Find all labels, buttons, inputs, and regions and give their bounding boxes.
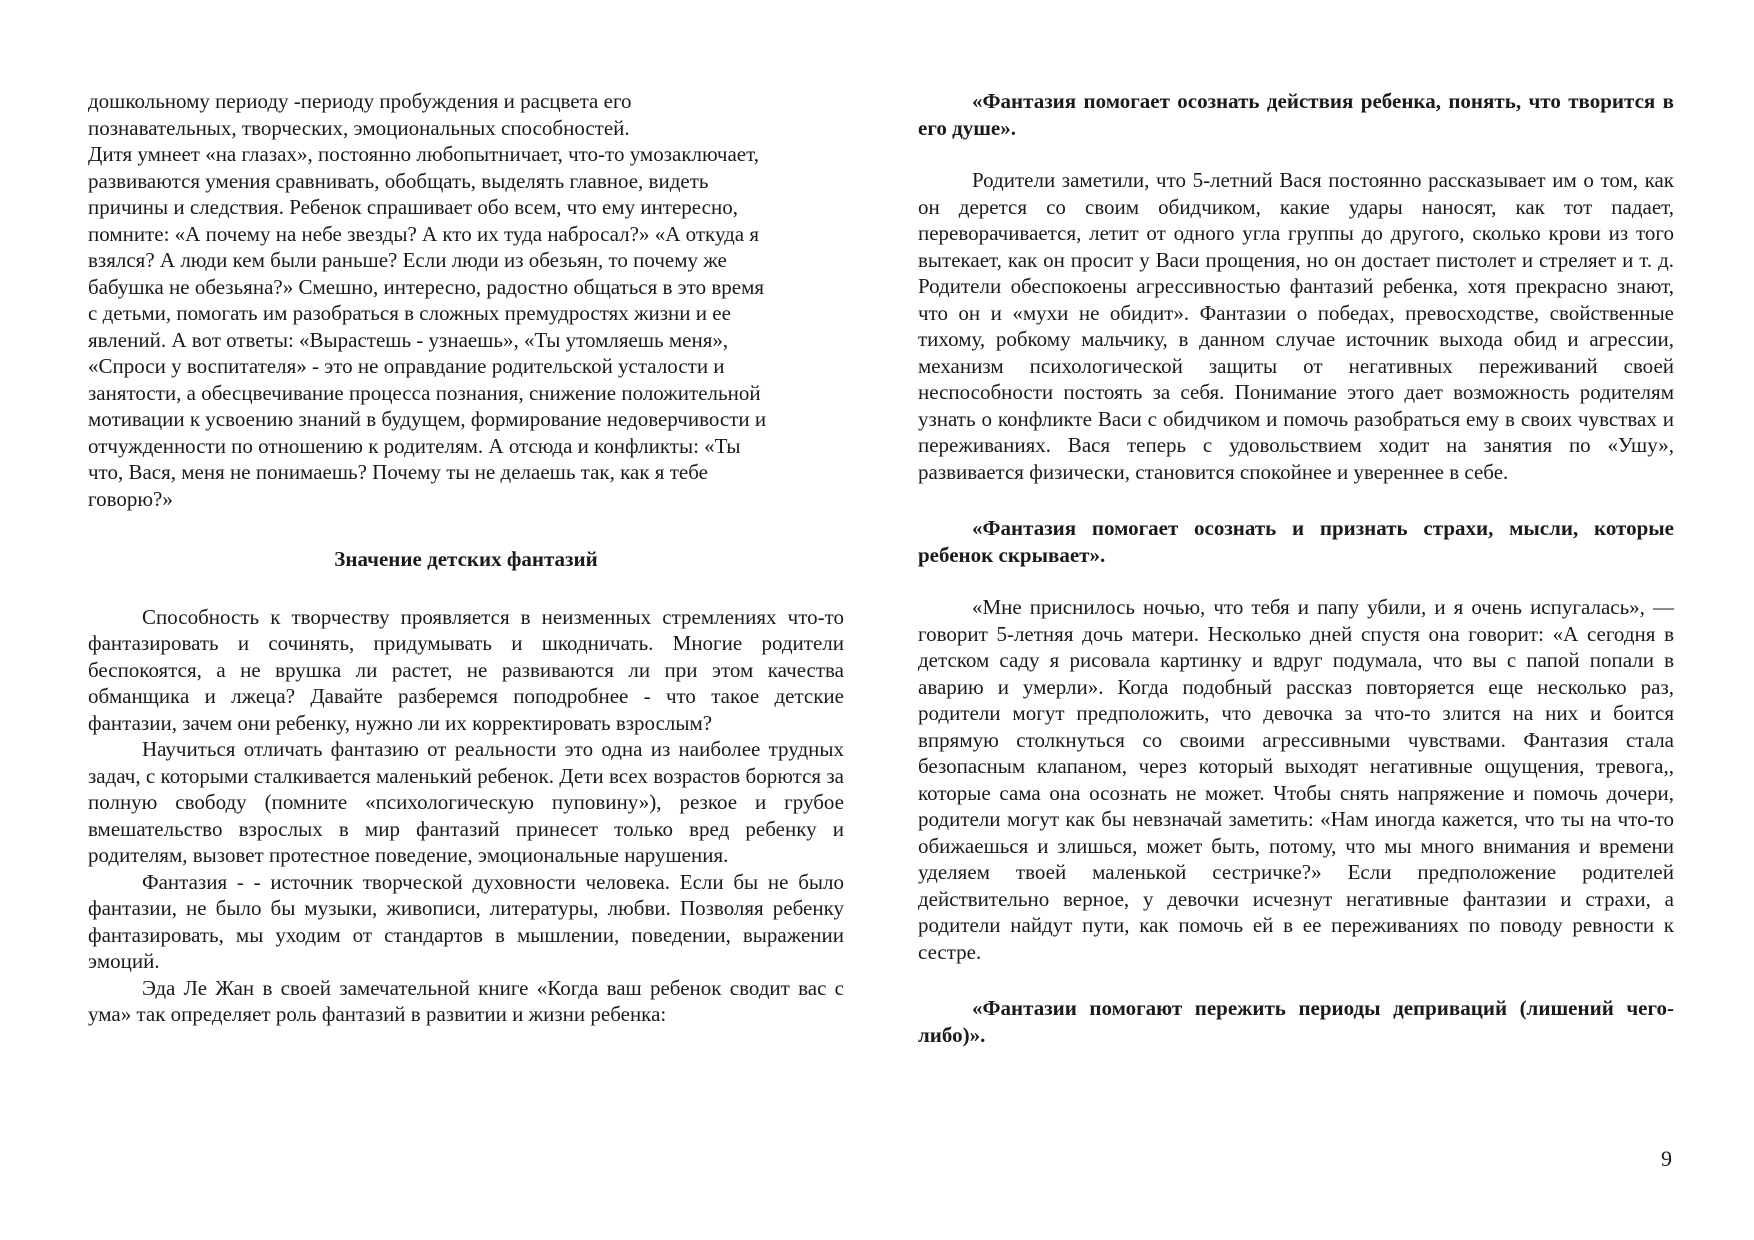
right-column <box>918 88 1674 1048</box>
section-title: Значение детских фантазий <box>334 547 598 571</box>
text-line: что, Вася, меня не понимаешь? Почему ты не делаешь так, как я тебе <box>88 460 708 484</box>
paragraph: Эда Ле Жан в своей замечательной книге «Когда ваш ребенок сводит вас с ума» так определяет роль фантазий в развитии и жизни ребенка: <box>88 975 844 1026</box>
text-line: занятости, а обесцвечивание процесса познания, снижение положительной <box>88 380 761 405</box>
text-line: с детьми, помогать им разобраться в сложных премудростях жизни и ее <box>88 301 731 325</box>
subheading: «Фантазии помогают пережить периоды деприваций (лишений чего-либо)». <box>918 996 1674 1047</box>
subheading: «Фантазия помогает осознать и признать страхи, мысли, которые ребенок скрывает». <box>918 516 1674 567</box>
text-line: говорю?» <box>88 486 173 511</box>
text-line: познавательных, творческих, эмоциональных способностей. <box>88 115 630 140</box>
paragraph: «Мне приснилось ночью, что тебя и папу убили, и я очень испугалась», — говорит 5-летняя дочь матери. Несколько дней спустя она говорит: «А сегодня в детском саду я рисовала картинку и вдруг подумала, что вы с папой попали в аварию и умерли». Когда подобный рассказ повторяется еще несколько раз, родители могут предположить, что девочка за что-то злится на них и боится впрямую столкнуться со своими агрессивными чувствами. Фантазия стала безопасным клапаном, через который выходят негативные ощущения, тревога,, которые сама она осознать не может. Чтобы снять напряжение и помочь дочери, родители могут как бы невзначай заметить: «Нам иногда кажется, что ты на что-то обижаешься и злишься, может быть, потому, что мы много внимания и времени уделяем твоей маленькой сестричке?» Если предположение родителей действительно верное, у девочки исчезнут негативные фантазии и страхи, а родители найдут пути, как помочь ей в ее переживаниях по поводу ревности к сестре. <box>918 595 1674 964</box>
left-column <box>88 88 844 1028</box>
text-line: Дитя умнеет «на глазах», постоянно любопытничает, что-то умозаключает, <box>88 142 759 166</box>
text-line: причины и следствия. Ребенок спрашивает обо всем, что ему интересно, <box>88 195 738 219</box>
text-line: отчужденности по отношению к родителям. А отсюда и конфликты: «Ты <box>88 433 741 458</box>
text-line: развиваются умения сравнивать, обобщать, выделять главное, видеть <box>88 168 709 193</box>
paragraph: Родители заметили, что 5-летний Вася постоянно рассказывает им о том, как он дерется со своим обидчиком, какие удары наносят, как тот падает, переворачивается, летит от одного угла группы до другого, сколько крови из того вытекает, как он просит у Васи прощения, но он достает пистолет и стреляет и т. д. Родители обеспокоены агрессивностью фантазий ребенка, хотя прекрасно знают, что он и «мухи не обидит». Фантазии о победах, превосходстве, свойственные тихому, робкому мальчику, в данном случае источник выхода обид и агрессии, механизм психологической защиты от негативных переживаний своей неспособности постоять за себя. Понимание этого дает возможность родителям узнать о конфликте Васи с обидчиком и помочь разобраться ему в своих чувствах и переживаниях. Вася теперь с удовольствием ходит на занятия по «Ушу», развивается физически, становится спокойнее и увереннее в себе. <box>918 168 1674 484</box>
text-line: дошкольному периоду -периоду пробуждения и расцвета его <box>88 89 632 113</box>
text-line: мотивации к усвоению знаний в будущем, формирование недоверчивости и <box>88 407 767 431</box>
subheading: «Фантазия помогает осознать действия ребенка, понять, что творится в его душе». <box>918 89 1674 140</box>
paragraph: Фантазия - - источник творческой духовности человека. Если бы не было фантазии, не было бы музыки, живописи, литературы, любви. Позволяя ребенку фантазировать, мы уходим от стандартов в мышлении, поведении, выражении эмоций. <box>88 869 844 973</box>
text-line: явлений. А вот ответы: «Вырастешь - узнаешь», «Ты утомляешь меня», <box>88 327 729 352</box>
intro-text <box>88 88 844 512</box>
text-line: бабушка не обезьяна?» Смешно, интересно, радостно общаться в это время <box>88 274 765 299</box>
text-line: помните: «А почему на небе звезды? А кто их туда набросал?» «А откуда я <box>88 221 760 246</box>
page-number: 9 <box>1661 1146 1672 1171</box>
paragraph: Способность к творчеству проявляется в неизменных стремлениях что-то фантазировать и сочинять, придумывать и шкодничать. Многие родители беспокоятся, а не врушка ли растет, не развиваются ли при этом качества обманщика и лжеца? Давайте разберемся поподробнее - что такое детские фантазии, зачем они ребенку, нужно ли их корректировать взрослым? <box>88 604 844 735</box>
paragraph: Научиться отличать фантазию от реальности это одна из наиболее трудных задач, с которыми сталкивается маленький ребенок. Дети всех возрастов борются за полную свободу (помните «психологическую пуповину»), резкое и грубое вмешательство взрослых в мир фантазий принесет только вред ребенку и родителям, вызовет протестное поведение, эмоциональные нарушения. <box>88 737 844 867</box>
text-line: взялся? А люди кем были раньше? Если люди из обезьян, то почему же <box>88 248 727 272</box>
text-line: «Спроси у воспитателя» - это не оправдание родительской усталости и <box>88 354 725 378</box>
